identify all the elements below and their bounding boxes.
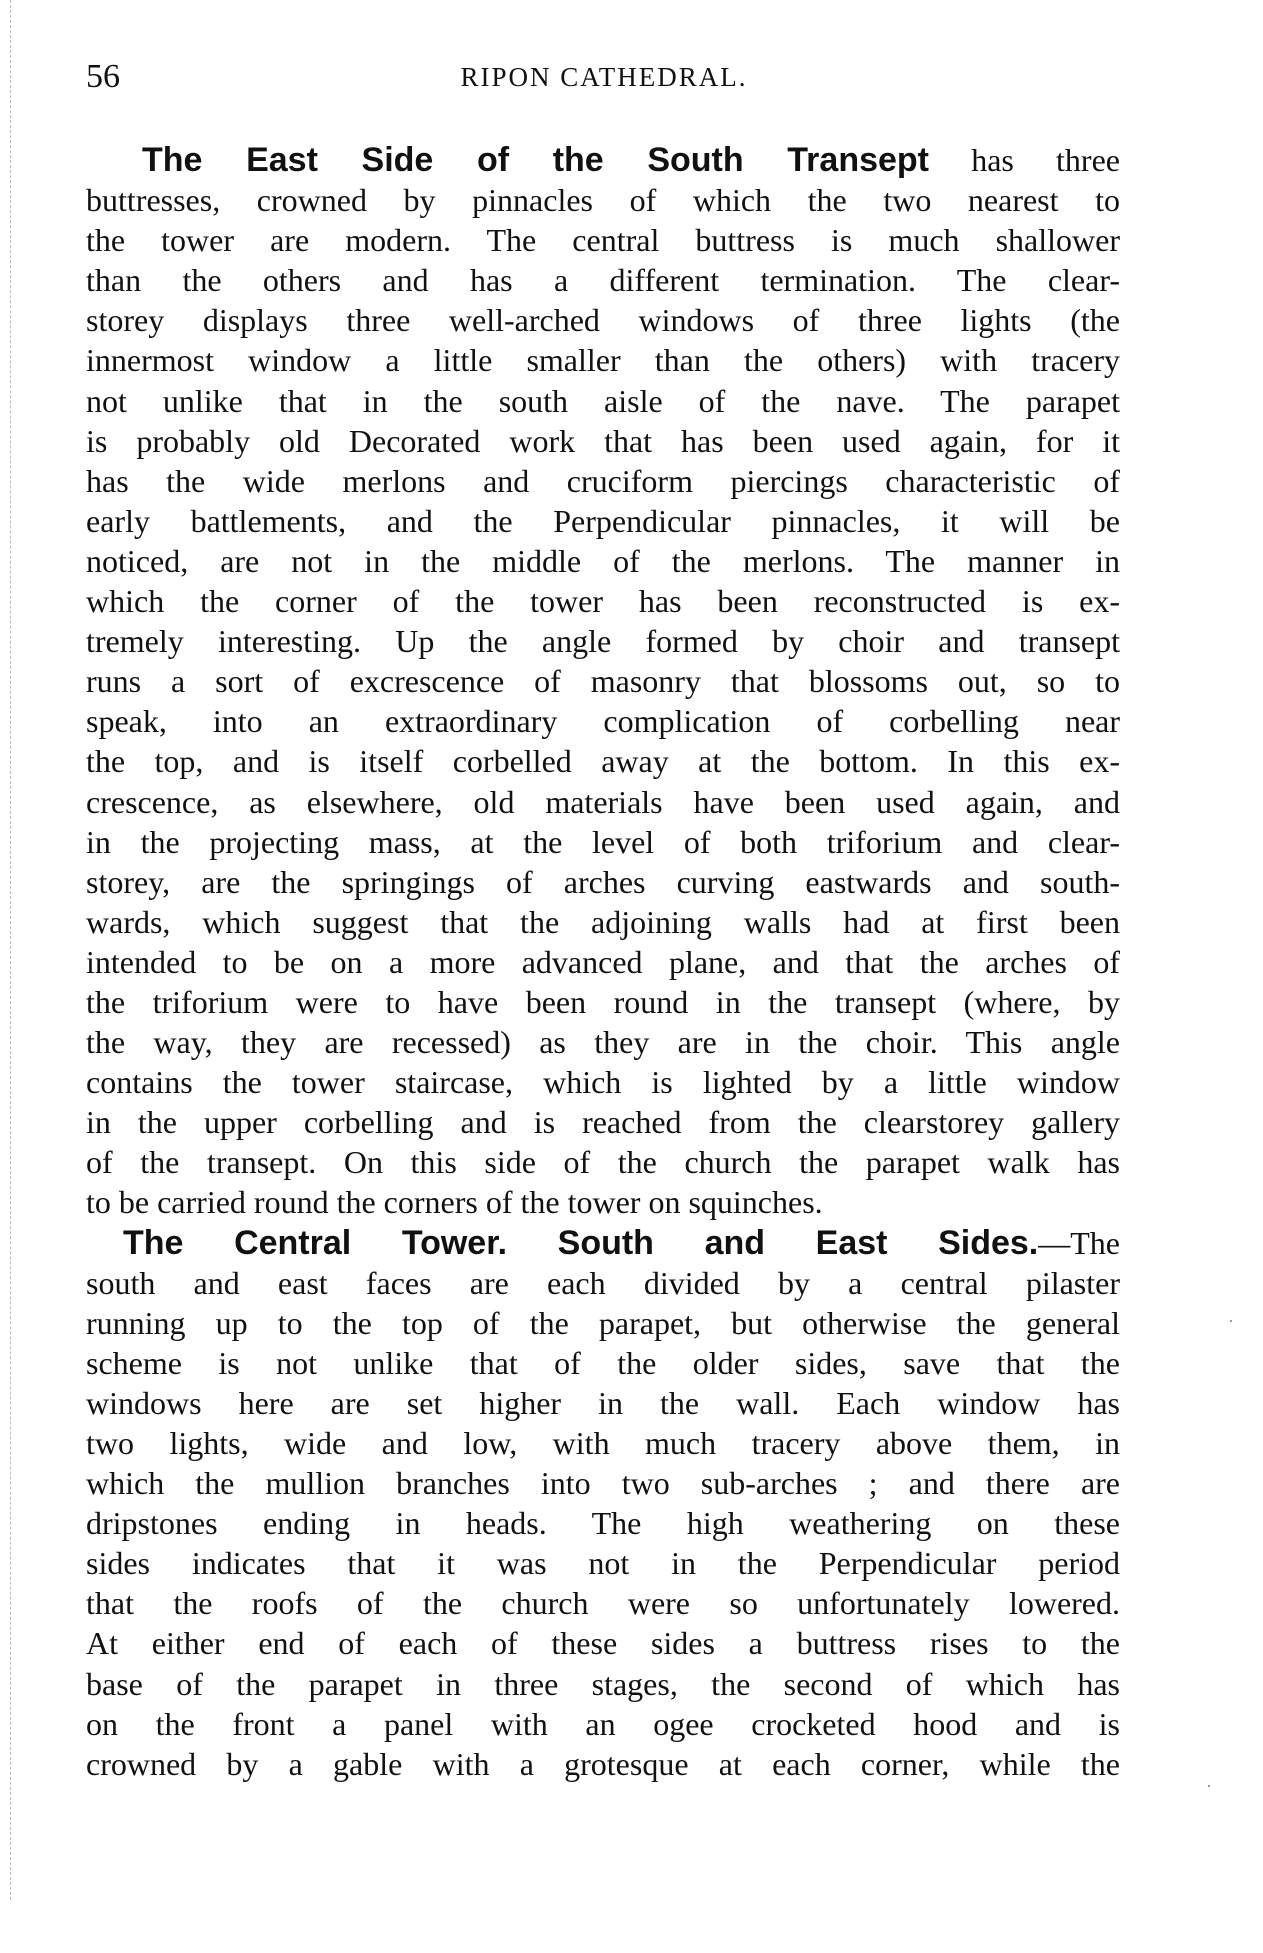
text-line: to be carried round the corners of the tower on squinches.	[86, 1184, 823, 1221]
text-line: the top, and is itself corbelled away at the bottom. In this ex-	[86, 743, 1120, 780]
text-line: the tower are modern. The central buttress is much shallower	[86, 222, 1120, 259]
text-line: crowned by a gable with a grotesque at each corner, while the	[86, 1745, 1120, 1782]
body-text	[86, 140, 1120, 1784]
text-line: wards, which suggest that the adjoining walls had at first been	[86, 903, 1120, 940]
text-line: runs a sort of excrescence of masonry that blossoms out, so to	[86, 663, 1120, 700]
section-heading: The Central Tower. South and East Sides.	[123, 1223, 1039, 1262]
text-line: the triforium were to have been round in the transept (where, by	[86, 983, 1120, 1020]
text-line: the way, they are recessed) as they are in the choir. This angle	[86, 1024, 1120, 1061]
text-line: two lights, wide and low, with much tracery above them, in	[86, 1425, 1120, 1461]
text-line: storey, are the springings of arches curving eastwards and south-	[86, 863, 1120, 900]
text-line: scheme is not unlike that of the older sides, save that the	[86, 1344, 1120, 1381]
text-line: base of the parapet in three stages, the second of which has	[86, 1665, 1120, 1702]
text-line: storey displays three well-arched windows of three lights (the	[86, 302, 1120, 339]
paragraph-first-line	[86, 1223, 1120, 1263]
text-line: early battlements, and the Perpendicular pinnacles, it will be	[86, 502, 1120, 539]
text-line: crescence, as elsewhere, old materials have been used again, and	[86, 783, 1120, 820]
text-line: running up to the top of the parapet, but otherwise the general	[86, 1304, 1120, 1341]
text-line: sides indicates that it was not in the Perpendicular period	[86, 1545, 1120, 1582]
scan-margin-rule	[10, 0, 11, 1900]
text-line: intended to be on a more advanced plane, and that the arches of	[86, 943, 1120, 980]
text-line: noticed, are not in the middle of the merlons. The manner in	[86, 542, 1120, 579]
text-line: is probably old Decorated work that has been used again, for it	[86, 422, 1120, 459]
running-title: RIPON CATHEDRAL.	[460, 62, 748, 92]
scan-speck	[1208, 1785, 1210, 1787]
text-line: on the front a panel with an ogee crocketed hood and is	[86, 1705, 1120, 1742]
text-line: than the others and has a different termination. The clear-	[86, 262, 1120, 299]
text-line: dripstones ending in heads. The high weathering on these	[86, 1505, 1120, 1542]
text-line: has the wide merlons and cruciform piercings characteristic of	[86, 462, 1120, 499]
paragraph-first-line	[86, 140, 1120, 180]
text-line: buttresses, crowned by pinnacles of which the two nearest to	[86, 182, 1120, 219]
scan-speck	[1230, 1320, 1232, 1322]
text-line: innermost window a little smaller than the others) with tracery	[86, 342, 1120, 379]
text-line: windows here are set higher in the wall. Each window has	[86, 1384, 1120, 1421]
heading-line-text: has three	[929, 142, 1120, 178]
text-line: of the transept. On this side of the church the parapet walk has	[86, 1144, 1120, 1181]
text-line: in the projecting mass, at the level of both triforium and clear-	[86, 823, 1120, 860]
text-line: not unlike that in the south aisle of the nave. The parapet	[86, 382, 1120, 419]
section-heading: The East Side of the South Transept	[142, 141, 929, 179]
text-line: At either end of each of these sides a buttress rises to the	[86, 1625, 1120, 1662]
text-line: south and east faces are each divided by a central pilaster	[86, 1264, 1120, 1301]
text-line: speak, into an extraordinary complication of corbelling near	[86, 703, 1120, 740]
page-number: 56	[86, 58, 120, 95]
heading-line-text: —The	[1038, 1224, 1120, 1261]
text-line: that the roofs of the church were so unfortunately lowered.	[86, 1585, 1120, 1622]
text-line: in the upper corbelling and is reached from the clearstorey gallery	[86, 1104, 1120, 1141]
text-line: which the mullion branches into two sub-arches ; and there are	[86, 1465, 1120, 1502]
text-line: tremely interesting. Up the angle formed by choir and transept	[86, 623, 1120, 660]
text-line: which the corner of the tower has been reconstructed is ex-	[86, 583, 1120, 620]
text-line: contains the tower staircase, which is lighted by a little window	[86, 1064, 1120, 1101]
